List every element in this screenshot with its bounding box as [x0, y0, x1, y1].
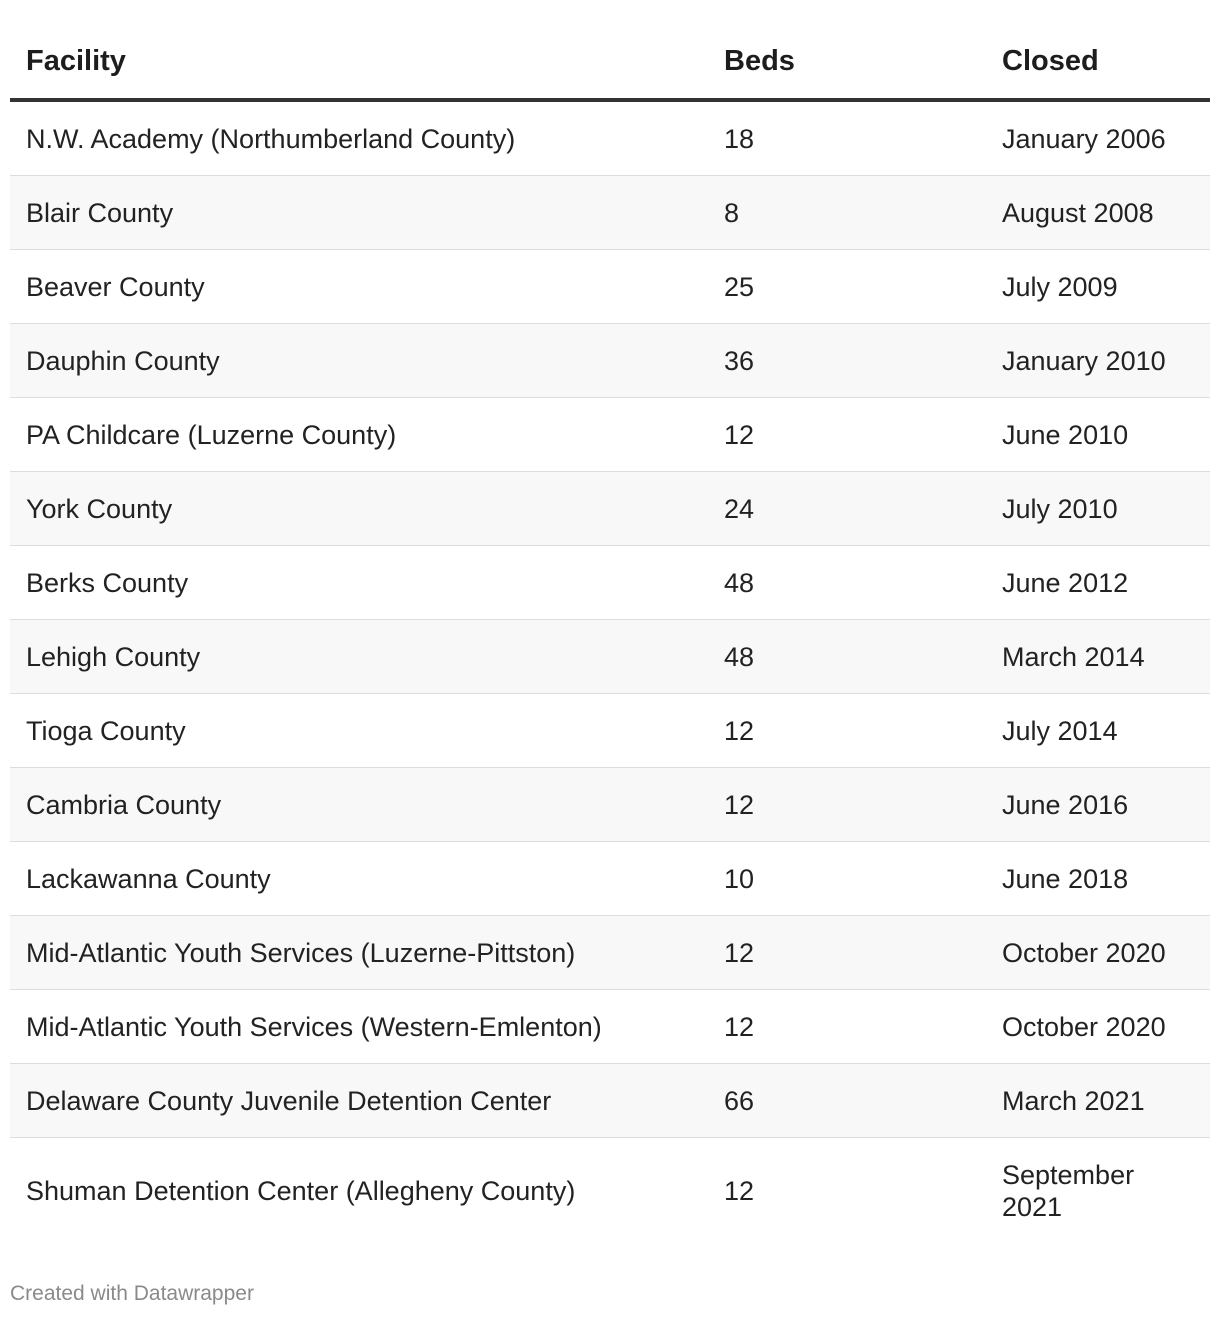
- table-row: [10, 100, 1210, 176]
- table-row: [10, 694, 1210, 768]
- table-row: [10, 176, 1210, 250]
- cell-facility: York County: [10, 472, 708, 546]
- cell-closed: July 2014: [986, 694, 1210, 768]
- cell-closed: March 2014: [986, 620, 1210, 694]
- cell-facility: Delaware County Juvenile Detention Center: [10, 1064, 708, 1138]
- cell-closed: January 2006: [986, 100, 1210, 176]
- cell-beds: 36: [708, 324, 986, 398]
- table-row: [10, 620, 1210, 694]
- table-row: [10, 250, 1210, 324]
- cell-beds: 12: [708, 990, 986, 1064]
- cell-facility: Mid-Atlantic Youth Services (Western-Emlenton): [10, 990, 708, 1064]
- facility-closures-table: [10, 24, 1210, 1243]
- table-row: [10, 324, 1210, 398]
- cell-facility: Mid-Atlantic Youth Services (Luzerne-Pittston): [10, 916, 708, 990]
- table-row: [10, 1138, 1210, 1244]
- cell-beds: 66: [708, 1064, 986, 1138]
- cell-beds: 8: [708, 176, 986, 250]
- cell-facility: Berks County: [10, 546, 708, 620]
- cell-closed: August 2008: [986, 176, 1210, 250]
- cell-facility: Lehigh County: [10, 620, 708, 694]
- datawrapper-credit[interactable]: Created with Datawrapper: [10, 1282, 254, 1305]
- cell-facility: N.W. Academy (Northumberland County): [10, 100, 708, 176]
- table-header: [10, 24, 1210, 100]
- facility-table-container: [10, 24, 1210, 1243]
- cell-beds: 18: [708, 100, 986, 176]
- table-row: [10, 1064, 1210, 1138]
- cell-closed: October 2020: [986, 990, 1210, 1064]
- cell-beds: 10: [708, 842, 986, 916]
- cell-beds: 12: [708, 916, 986, 990]
- cell-facility: Beaver County: [10, 250, 708, 324]
- cell-beds: 12: [708, 768, 986, 842]
- cell-facility: Dauphin County: [10, 324, 708, 398]
- cell-facility: Blair County: [10, 176, 708, 250]
- cell-beds: 12: [708, 694, 986, 768]
- header-beds[interactable]: Beds: [708, 24, 986, 100]
- cell-closed: June 2012: [986, 546, 1210, 620]
- cell-facility: Shuman Detention Center (Allegheny County): [26, 1175, 576, 1206]
- cell-closed: March 2021: [986, 1064, 1210, 1138]
- table-body: [10, 100, 1210, 1243]
- cell-beds: 48: [708, 546, 986, 620]
- table-row: [10, 398, 1210, 472]
- cell-facility: PA Childcare (Luzerne County): [10, 398, 708, 472]
- header-facility[interactable]: Facility: [10, 24, 708, 100]
- header-closed[interactable]: Closed: [986, 24, 1210, 100]
- cell-facility: Cambria County: [10, 768, 708, 842]
- cell-beds: 12: [708, 398, 986, 472]
- table-row: [10, 546, 1210, 620]
- table-row: [10, 768, 1210, 842]
- cell-beds: 48: [708, 620, 986, 694]
- cell-facility: Tioga County: [10, 694, 708, 768]
- cell-closed: July 2009: [986, 250, 1210, 324]
- cell-closed: January 2010: [986, 324, 1210, 398]
- table-row: [10, 916, 1210, 990]
- table-row: [10, 842, 1210, 916]
- cell-facility: Lackawanna County: [10, 842, 708, 916]
- cell-beds: 12: [724, 1175, 755, 1206]
- table-row: [10, 990, 1210, 1064]
- cell-beds: 25: [708, 250, 986, 324]
- table-row: [10, 472, 1210, 546]
- cell-closed: July 2010: [986, 472, 1210, 546]
- cell-closed: October 2020: [986, 916, 1210, 990]
- header-row: [10, 24, 1210, 100]
- cell-closed: June 2010: [986, 398, 1210, 472]
- cell-closed: June 2018: [986, 842, 1210, 916]
- cell-closed: September 2021: [1002, 1159, 1135, 1222]
- cell-closed: June 2016: [986, 768, 1210, 842]
- cell-beds: 24: [708, 472, 986, 546]
